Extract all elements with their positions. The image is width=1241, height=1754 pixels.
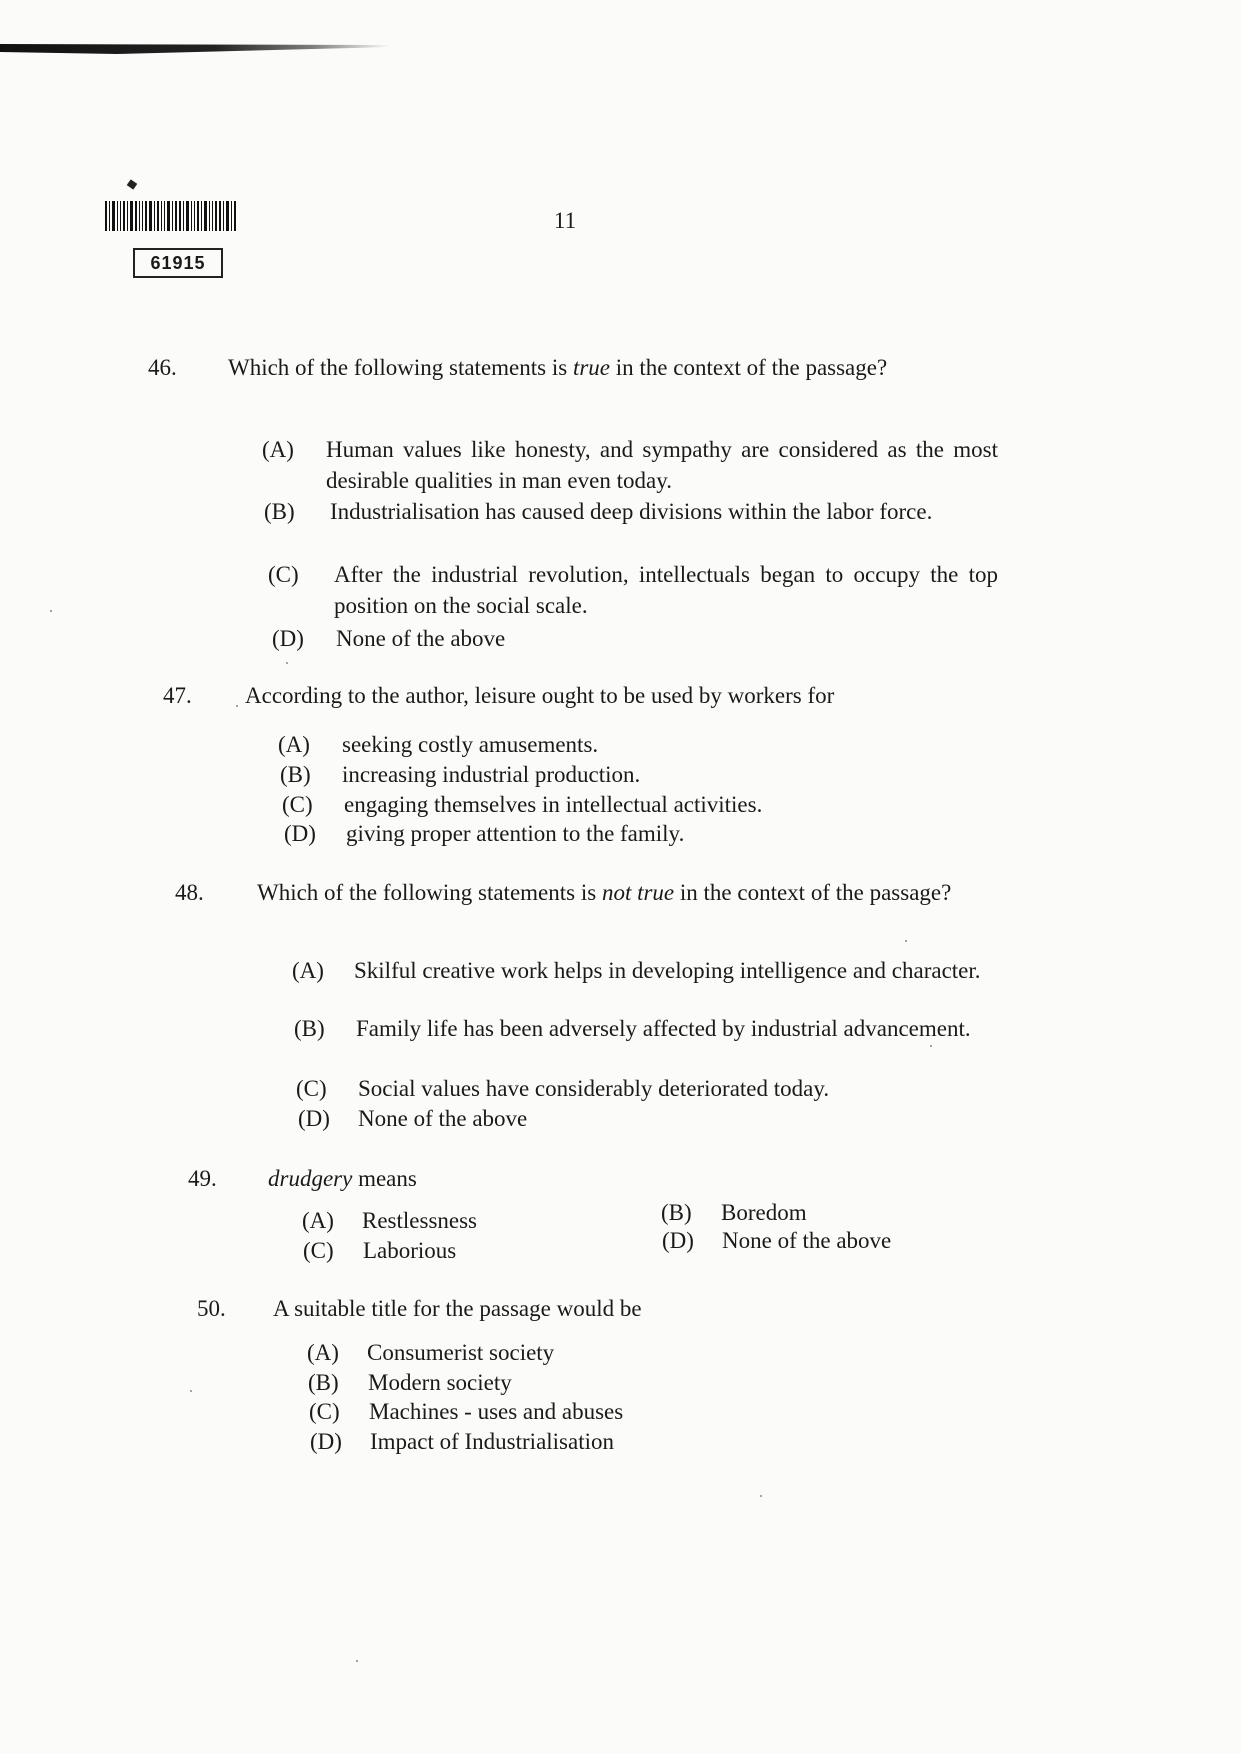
option-text: seeking costly amusements. xyxy=(342,732,599,757)
question-49 xyxy=(188,1163,588,1199)
barcode-bar xyxy=(215,201,217,231)
barcode-bar xyxy=(172,201,173,231)
barcode-bar xyxy=(212,201,213,231)
option-text: Consumerist society xyxy=(367,1340,555,1365)
barcode-bar xyxy=(167,201,170,231)
option-label: (B) xyxy=(264,499,295,524)
barcode-bar xyxy=(142,201,143,231)
barcode-bar xyxy=(219,201,221,231)
scan-speck xyxy=(236,705,238,707)
barcode-bar xyxy=(194,201,195,231)
option-label: (A) xyxy=(307,1340,339,1365)
option-label: (D) xyxy=(662,1228,694,1253)
question-number: 47. xyxy=(163,683,192,708)
option-label: (D) xyxy=(298,1106,330,1131)
question-number: 49. xyxy=(188,1166,217,1191)
option-label: (B) xyxy=(280,762,311,787)
question-stem: Which of the following statements is not true in the context of the passage? xyxy=(257,880,952,905)
pen-mark xyxy=(127,179,138,189)
barcode-bar xyxy=(175,201,177,231)
barcode-bar xyxy=(161,201,162,231)
question-stem: drudgery means xyxy=(268,1166,417,1191)
question-stem: A suitable title for the passage would be xyxy=(273,1296,642,1321)
option-text: Modern society xyxy=(368,1370,512,1395)
barcode-bar xyxy=(204,201,207,231)
scan-speck xyxy=(930,1045,932,1047)
option-text: Machines - uses and abuses xyxy=(369,1399,624,1424)
scan-speck xyxy=(190,1390,192,1392)
question-stem: According to the author, leisure ought to be used by workers for xyxy=(245,683,835,708)
barcode-bar xyxy=(186,201,189,231)
option-text: Industrialisation has caused deep divisions within the labor force. xyxy=(330,499,933,524)
option-text: Restlessness xyxy=(362,1208,477,1233)
option-label: (A) xyxy=(292,958,324,983)
scan-speck xyxy=(356,1660,358,1662)
option-text: Laborious xyxy=(363,1238,457,1263)
barcode xyxy=(105,201,265,231)
option-label: (D) xyxy=(284,821,316,846)
barcode-bar xyxy=(135,201,137,231)
option-text: Skilful creative work helps in developing intelligence and character. xyxy=(354,958,981,983)
page-number: 11 xyxy=(553,208,577,233)
scan-speck xyxy=(50,610,52,612)
barcode-bar xyxy=(112,201,115,231)
barcode-bar xyxy=(120,201,121,231)
option-label: (C) xyxy=(268,562,299,587)
question-47 xyxy=(163,680,963,716)
barcode-bar xyxy=(197,201,199,231)
option-label: (A) xyxy=(302,1208,334,1233)
option-text: After the industrial revolution, intellectuals began to occupy the top position on the social scale. xyxy=(334,562,998,618)
barcode-bar xyxy=(209,201,210,231)
question-48 xyxy=(175,877,997,947)
barcode-bar xyxy=(130,201,133,231)
barcode-bar xyxy=(139,201,140,231)
option-label: (C) xyxy=(303,1238,334,1263)
option-text: Family life has been adversely affected by industrial advancement. xyxy=(356,1016,971,1041)
option-text: giving proper attention to the family. xyxy=(346,821,685,846)
barcode-bar xyxy=(201,201,202,231)
option-text: Impact of Industrialisation xyxy=(370,1429,614,1454)
option-text: Social values have considerably deteriorated today. xyxy=(358,1076,830,1101)
option-text: None of the above xyxy=(336,626,506,651)
barcode-bar xyxy=(154,201,155,231)
scan-speck xyxy=(760,1495,762,1497)
barcode-bar xyxy=(149,201,152,231)
barcode-bar xyxy=(127,201,128,231)
barcode-bar xyxy=(234,201,236,231)
option-text: Boredom xyxy=(721,1200,807,1225)
question-46 xyxy=(148,352,998,422)
barcode-bar xyxy=(145,201,147,231)
barcode-bar xyxy=(157,201,159,231)
option-label: (C) xyxy=(309,1399,340,1424)
option-label: (A) xyxy=(278,732,310,757)
option-label: (B) xyxy=(661,1200,692,1225)
barcode-bar xyxy=(231,201,232,231)
option-label: (A) xyxy=(262,437,294,462)
option-text: engaging themselves in intellectual activities. xyxy=(344,792,763,817)
barcode-bar xyxy=(223,201,224,231)
barcode-bar xyxy=(117,201,118,231)
barcode-bar xyxy=(191,201,192,231)
option-label: (B) xyxy=(294,1016,325,1041)
scan-streak-artifact xyxy=(0,44,390,54)
barcode-bar xyxy=(226,201,229,231)
question-number: 48. xyxy=(175,880,204,905)
option-label: (C) xyxy=(296,1076,327,1101)
barcode-bar xyxy=(105,201,107,231)
question-stem: Which of the following statements is true in the context of the passage? xyxy=(228,355,888,380)
barcode-bar xyxy=(109,201,110,231)
barcode-bar xyxy=(179,201,181,231)
option-text: None of the above xyxy=(722,1228,892,1253)
barcode-bar xyxy=(123,201,125,231)
question-number: 50. xyxy=(197,1296,226,1321)
barcode-bar xyxy=(164,201,165,231)
option-text: None of the above xyxy=(358,1106,528,1131)
scan-speck xyxy=(286,662,288,664)
question-50 xyxy=(197,1293,717,1329)
option-label: (C) xyxy=(282,792,313,817)
paper-code-box: 61915 xyxy=(133,248,223,278)
option-label: (D) xyxy=(272,626,304,651)
option-label: (D) xyxy=(310,1429,342,1454)
option-text: Human values like honesty, and sympathy are considered as the most desirable qualities in man even today. xyxy=(326,437,998,493)
option-label: (B) xyxy=(308,1370,339,1395)
barcode-bar xyxy=(183,201,184,231)
scan-speck xyxy=(905,940,907,942)
option-text: increasing industrial production. xyxy=(342,762,641,787)
question-number: 46. xyxy=(148,355,177,380)
